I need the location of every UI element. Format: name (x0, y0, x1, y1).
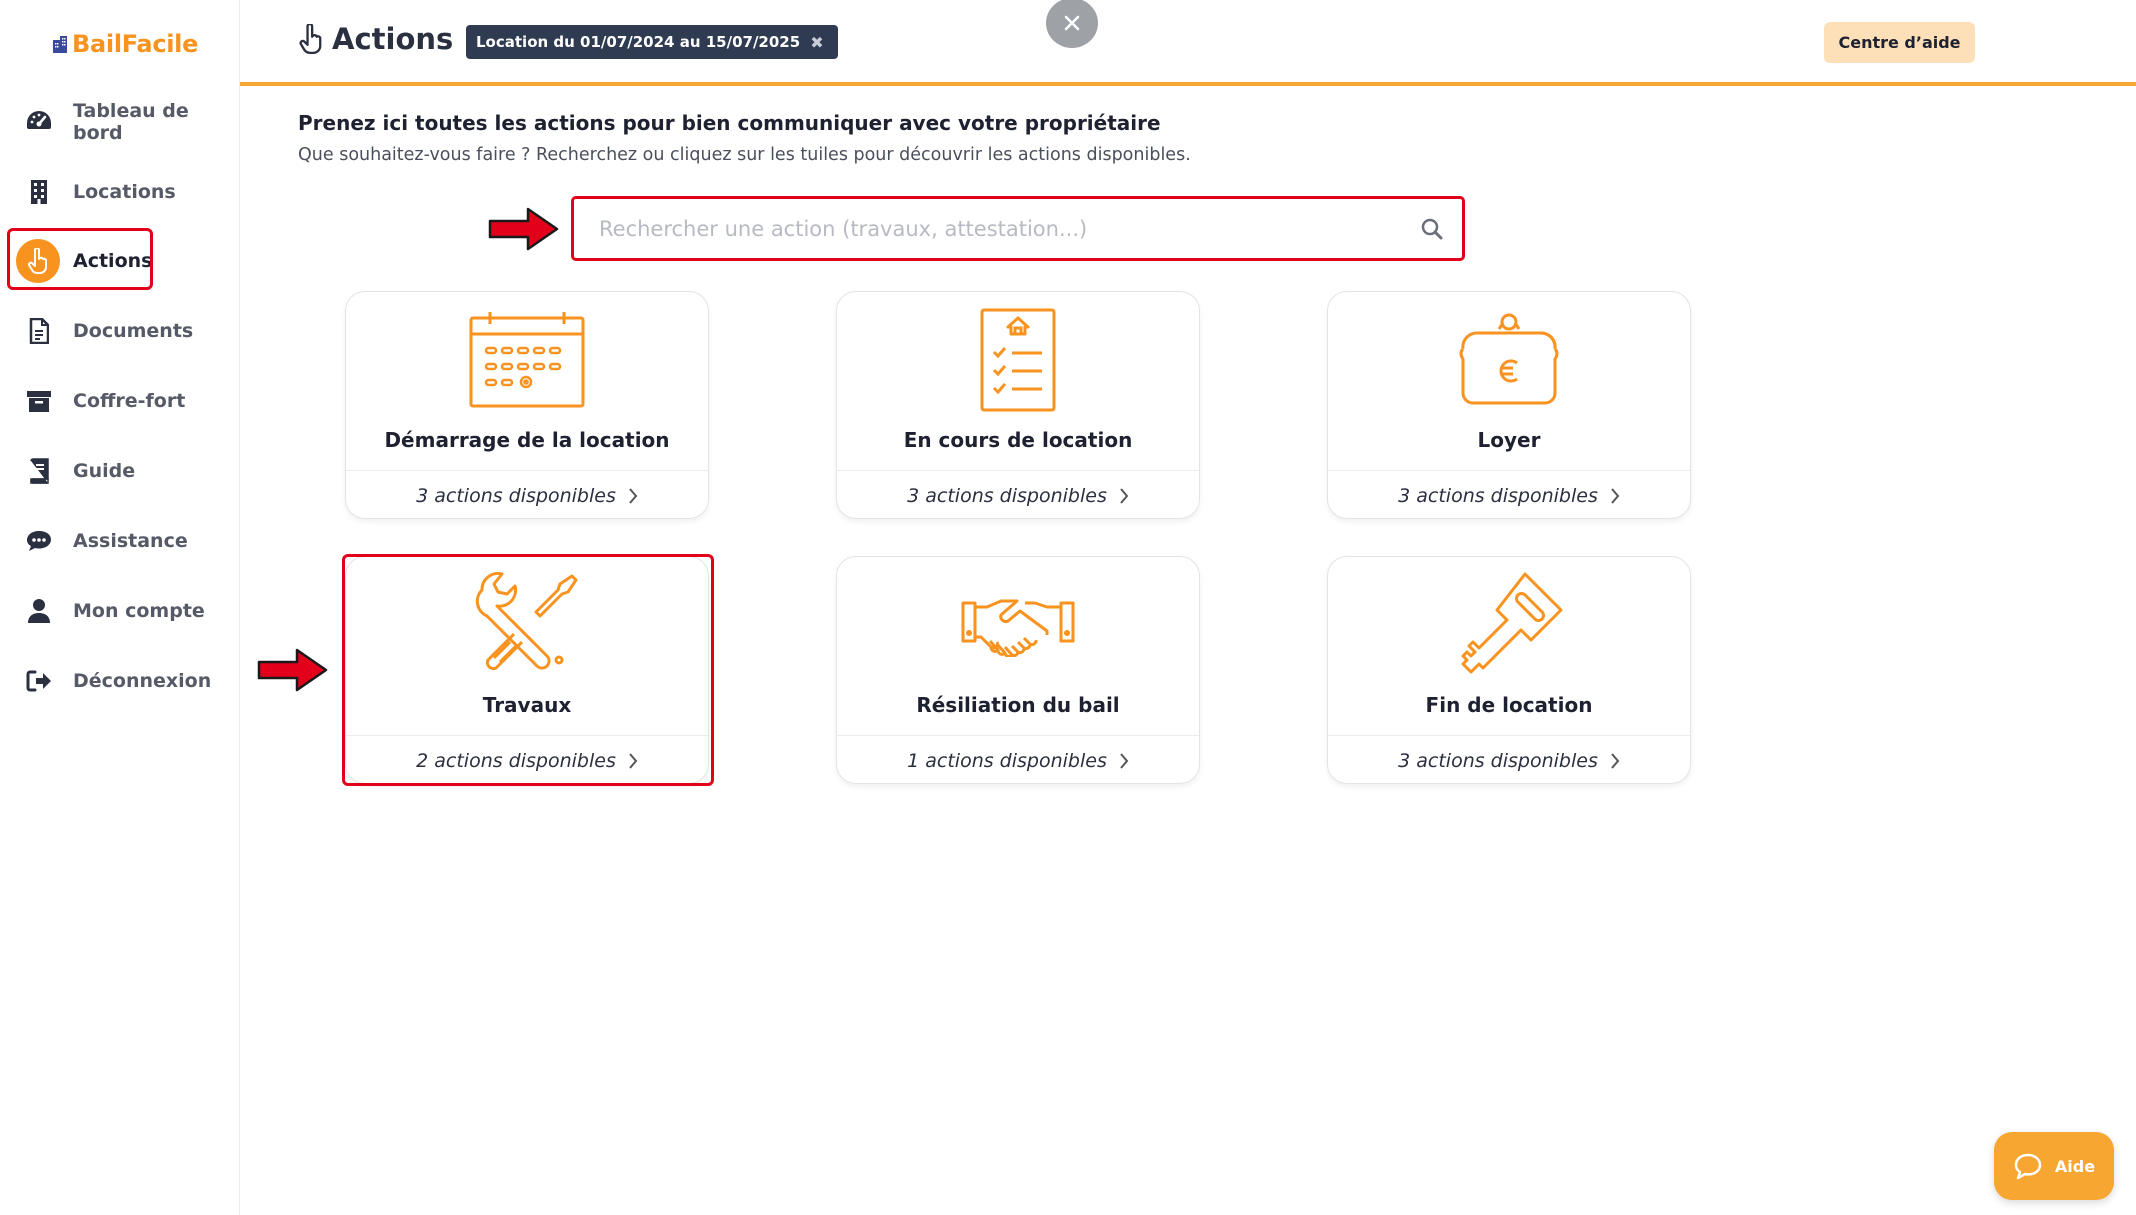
chevron-right-icon (628, 752, 638, 770)
close-icon[interactable]: ✖ (810, 32, 824, 52)
chevron-right-icon (1119, 752, 1129, 770)
search-highlight-box (571, 196, 1465, 261)
tile-footer-label: 3 actions disponibles (907, 484, 1107, 507)
help-center-button[interactable]: Centre d’aide (1824, 22, 1975, 63)
hand-pointer-icon (298, 24, 324, 54)
tile-footer-label: 3 actions disponibles (416, 484, 616, 507)
sidebar-item-coffre-fort[interactable] (0, 373, 240, 429)
aide-help-button[interactable] (1994, 1132, 2114, 1200)
tile-loyer[interactable] (1327, 291, 1691, 519)
chat-bubble-icon (22, 524, 56, 558)
key-icon (1328, 575, 1690, 675)
sidebar-item-label: Mon compte (73, 600, 205, 622)
logout-icon (22, 664, 56, 698)
sidebar-item-guide[interactable] (0, 443, 240, 499)
chevron-right-icon (628, 487, 638, 505)
red-arrow-annotation (488, 206, 560, 252)
user-icon (22, 594, 56, 628)
tile-footer-label: 3 actions disponibles (1398, 749, 1598, 772)
sidebar-item-label: Coffre-fort (73, 390, 186, 412)
tile-demarrage-location[interactable] (345, 291, 709, 519)
tile-fin-location[interactable] (1327, 556, 1691, 784)
tools-icon (346, 575, 708, 675)
logo[interactable] (52, 30, 198, 58)
tile-footer[interactable] (837, 470, 1199, 519)
sidebar-item-tableau-de-bord[interactable] (0, 94, 240, 150)
archive-box-icon (22, 384, 56, 418)
tile-title: Démarrage de la location (384, 428, 670, 452)
tile-footer-label: 3 actions disponibles (1398, 484, 1598, 507)
tile-en-cours-location[interactable] (836, 291, 1200, 519)
sidebar-item-documents[interactable] (0, 303, 240, 359)
chevron-right-icon (1610, 752, 1620, 770)
tile-footer[interactable] (346, 470, 708, 519)
sidebar-item-label: Guide (73, 460, 136, 482)
sidebar-item-label: Assistance (73, 530, 188, 552)
tile-title: Fin de location (1425, 693, 1593, 717)
sidebar-item-assistance[interactable] (0, 513, 240, 569)
sidebar-item-label: Documents (73, 320, 194, 342)
top-header (240, 0, 2136, 86)
sidebar-item-label: Déconnexion (73, 670, 212, 692)
tile-title: Loyer (1477, 428, 1541, 452)
search-field[interactable] (579, 204, 1457, 253)
checklist-icon (837, 310, 1199, 410)
tile-footer[interactable] (837, 735, 1199, 784)
chevron-right-icon (1610, 487, 1620, 505)
chevron-right-icon (1119, 487, 1129, 505)
tile-footer[interactable] (1328, 470, 1690, 519)
page-subheadline: Que souhaitez-vous faire ? Recherchez ou cliquez sur les tuiles pour découvrir les actions disponibles. (298, 145, 1191, 165)
sidebar-item-label: Actions (73, 250, 153, 272)
calendar-icon (346, 310, 708, 410)
book-icon (22, 454, 56, 488)
search-icon[interactable] (1421, 218, 1443, 240)
location-filter-chip[interactable] (466, 25, 838, 59)
tile-title: En cours de location (903, 428, 1133, 452)
chip-label: Location du 01/07/2024 au 15/07/2025 (476, 33, 801, 51)
tile-footer[interactable] (1328, 735, 1690, 784)
dashboard-gauge-icon (22, 105, 56, 139)
tile-resiliation-bail[interactable] (836, 556, 1200, 784)
euro-purse-icon (1328, 310, 1690, 410)
document-icon (22, 314, 56, 348)
close-icon (1063, 14, 1081, 32)
tile-footer-label: 2 actions disponibles (416, 749, 616, 772)
handshake-icon (837, 575, 1199, 675)
page-title (298, 22, 453, 56)
sidebar-item-locations[interactable] (0, 164, 240, 220)
red-arrow-annotation (257, 647, 329, 693)
sidebar-item-mon-compte[interactable] (0, 583, 240, 639)
chat-bubble-icon (2013, 1152, 2043, 1180)
sidebar (0, 0, 240, 1215)
search-input[interactable] (599, 217, 1399, 241)
close-overlay-button[interactable] (1046, 0, 1098, 48)
building-icon (22, 175, 56, 209)
sidebar-item-label: Tableau de bord (73, 100, 189, 144)
sidebar-item-deconnexion[interactable] (0, 653, 240, 709)
tile-title: Résiliation du bail (916, 693, 1120, 717)
page-headline: Prenez ici toutes les actions pour bien communiquer avec votre propriétaire (298, 111, 1161, 135)
sidebar-item-label: Locations (73, 181, 176, 203)
logo-text: BailFacile (72, 30, 199, 58)
building-logo-icon (52, 35, 68, 53)
tile-footer[interactable] (346, 735, 708, 784)
tile-travaux[interactable] (345, 556, 709, 784)
annotation-highlight-box (7, 228, 153, 290)
aide-label: Aide (2054, 1156, 2096, 1176)
page-title-text: Actions (332, 22, 454, 56)
tile-title: Travaux (482, 693, 572, 717)
tile-footer-label: 1 actions disponibles (907, 749, 1107, 772)
